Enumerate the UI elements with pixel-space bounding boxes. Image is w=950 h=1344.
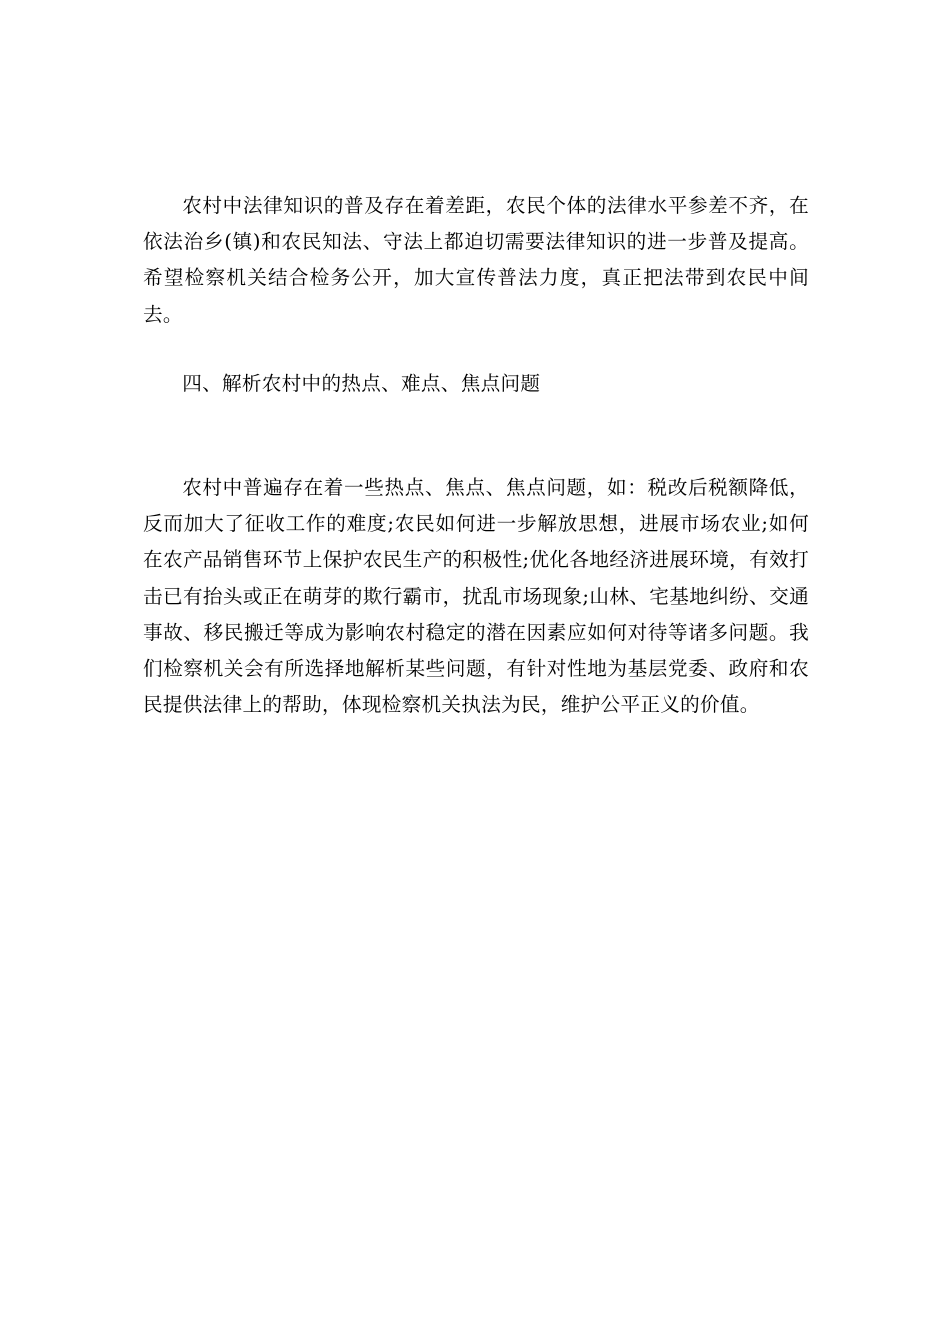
paragraph-rural-issues: 农村中普遍存在着一些热点、焦点、焦点问题，如：税改后税额降低，反而加大了征收工作的难度;农民如何进一步解放思想，进展市场农业;如何在农产品销售环节上保护农民生产的积极性;优化各地经济进展环境，有效打击已有抬头或正在萌芽的欺行霸市，扰乱市场现象;山林、宅基地纠纷、交通事故、移民搬迁等成为影响农村稳定的潜在因素应如何对待等诸多问题。我们检察机关会有所选择地解析某些问题，有针对性地为基层党委、政府和农民提供法律上的帮助，体现检察机关执法为民，维护公平正义的价值。 bbox=[143, 476, 809, 717]
section-heading-four: 四、解析农村中的热点、难点、焦点问题 bbox=[182, 372, 541, 395]
paragraph-legal-knowledge: 农村中法律知识的普及存在着差距，农民个体的法律水平参差不齐，在依法治乡(镇)和农民知法、守法上都迫切需要法律知识的进一步普及提高。希望检察机关结合检务公开，加大宣传普法力度，真正把法带到农民中间去。 bbox=[143, 194, 809, 326]
